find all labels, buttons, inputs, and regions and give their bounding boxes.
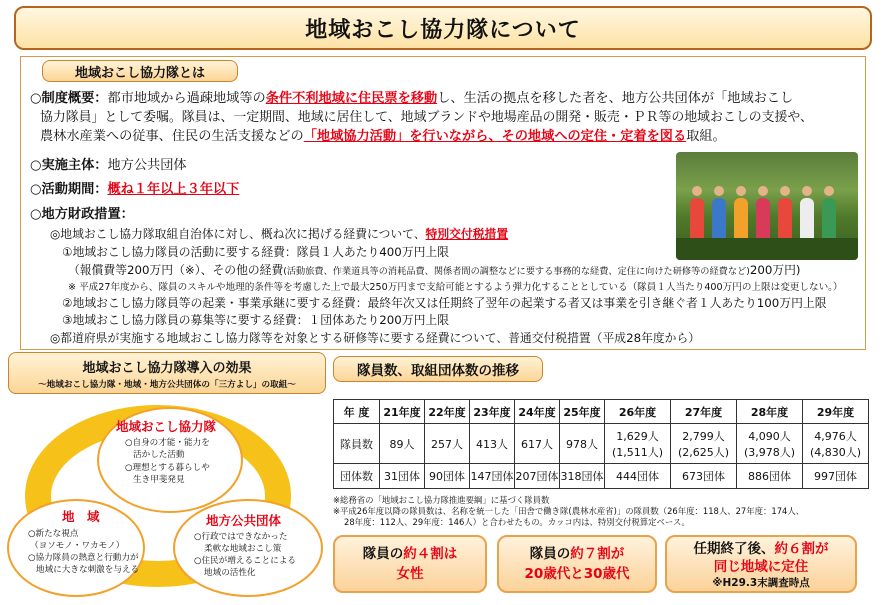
- table-header-cell: 25年度: [560, 400, 605, 424]
- table-header-cell: 27年度: [671, 400, 737, 424]
- table-cell: 997団体: [803, 464, 869, 489]
- finance-item-1-note2: ※ 平成27年度から、隊員のスキルや地理的条件等を考慮した上で最大250万円まで支給可能とするよう弾力化することとしている（隊員１人当たり400万円の上限は変更しない。）: [68, 282, 843, 293]
- trend-tag: 隊員数、取組団体数の推移: [333, 356, 543, 382]
- table-cell: 444団体: [605, 464, 671, 489]
- page-title: 地域おこし協力隊について: [305, 17, 581, 43]
- table-header-cell: 年 度: [334, 400, 380, 424]
- table-cell: 2,799人 (2,625人): [671, 424, 737, 464]
- trend-note-2: ※平成26年度以降の隊員数は、名称を統一した「田舎で働き隊(農林水産省)」の隊員数（26年度：118人、27年度：174人、: [333, 506, 805, 516]
- trend-note-3: 28年度：112人、29年度：146人）と合わせたもの。カッコ内は、特別交付税算定ベース。: [344, 517, 690, 527]
- page-title-bar: [14, 6, 872, 50]
- finance-item-1: ①地域おこし協力隊員の活動に要する経費：隊員１人あたり400万円上限: [62, 245, 450, 259]
- effect-item-region-4: 地域に大きな刺激を与える: [36, 565, 140, 575]
- table-cell: 978人: [560, 424, 605, 464]
- table-cell: 31団体: [380, 464, 425, 489]
- table-header-cell: 21年度: [380, 400, 425, 424]
- table-cell: 617人: [515, 424, 560, 464]
- table-header-cell: 23年度: [470, 400, 515, 424]
- effect-item-government-4: 地域の活性化: [204, 568, 256, 578]
- table-cell: 90団体: [425, 464, 470, 489]
- overview-line-1: ○制度概要：都市地域から過疎地域等の条件不利地域に住民票を移動し、生活の拠点を移した者を、地方公共団体が「地域おこし: [30, 91, 794, 106]
- table-cell: 207団体: [515, 464, 560, 489]
- table-cell: 89人: [380, 424, 425, 464]
- table-header-cell: 24年度: [515, 400, 560, 424]
- trend-note-1: ※総務省の「地域おこし協力隊推進要綱」に基づく隊員数: [333, 495, 550, 505]
- table-header-cell: 26年度: [605, 400, 671, 424]
- finance-prefecture: ◎都道府県が実施する地域おこし協力隊等を対象とする研修等に要する経費について、普通交付税措置（平成28年度から）: [50, 331, 701, 345]
- effect-item-volunteers-1: ○自身の才能・能力を: [125, 438, 210, 448]
- overview-line-3: 農林水産業への従事、住民の生活支援などの「地域協力活動」を行いながら、その地域への定住・定着を図る取組。: [40, 129, 726, 144]
- table-cell: 318団体: [560, 464, 605, 489]
- table-header-cell: 22年度: [425, 400, 470, 424]
- table-cell: 4,090人 (3,978人): [737, 424, 803, 464]
- finance-intro: ◎地域おこし協力隊取組自治体に対し、概ね次に掲げる経費について、特別交付税措置: [50, 227, 509, 241]
- period-line: ○活動期間：概ね１年以上３年以下: [30, 182, 240, 197]
- table-header-cell: 28年度: [737, 400, 803, 424]
- section-tag-about: 地域おこし協力隊とは: [42, 60, 238, 82]
- effect-title-volunteers: 地域おこし協力隊: [116, 419, 217, 434]
- effect-item-volunteers-3: ○理想とする暮らしや: [125, 463, 210, 473]
- effect-title-region: 地 域: [62, 509, 100, 524]
- finance-heading: ○地方財政措置：: [30, 207, 134, 222]
- table-header-cell: 29年度: [803, 400, 869, 424]
- finance-item-1-note: （報償費等200万円（※）、その他の経費(活動旅費、作業道具等の消耗品費、関係者間の調整などに要する事務的な経費、定住に向けた研修等の経費など)200万円): [68, 263, 801, 277]
- table-header-row: [334, 400, 869, 424]
- table-cell: 1,629人 (1,511人): [605, 424, 671, 464]
- trend-table: [333, 399, 869, 489]
- effects-tag: 地域おこし協力隊導入の効果 ～地域おこし協力隊・地域・地方公共団体の「三方よし」の取組～: [8, 352, 326, 394]
- table-row-label: 隊員数: [334, 424, 380, 464]
- effect-title-government: 地方公共団体: [206, 513, 282, 528]
- volunteers-photo: [676, 152, 858, 260]
- effect-item-volunteers-2: 活かした活動: [133, 450, 185, 460]
- table-row-label: 団体数: [334, 464, 380, 489]
- result-box-settlement: 任期終了後、約６割が 同じ地域に定住 ※H29.3末調査時点: [665, 535, 857, 593]
- effect-item-region-3: ○協力隊員の熱意と行動力が: [28, 553, 139, 563]
- table-cell: 4,976人 (4,830人): [803, 424, 869, 464]
- table-cell: 673団体: [671, 464, 737, 489]
- result-box-age: 隊員の約７割が 20歳代と30歳代: [497, 535, 657, 593]
- overview-line-2: 協力隊員」として委嘱。隊員は、一定期間、地域に居住して、地域ブランドや地場産品の開発・販売・ＰＲ等の地域おこしの支援や、: [40, 110, 813, 125]
- table-cell: 886団体: [737, 464, 803, 489]
- table-cell: 257人: [425, 424, 470, 464]
- finance-item-3: ③地域おこし協力隊員の募集等に要する経費：１団体あたり200万円上限: [62, 313, 450, 327]
- finance-item-2: ②地域おこし協力隊員等の起業・事業承継に要する経費：最終年次又は任期終了翌年の起業する者又は事業を引き継ぐ者１人あたり100万円上限: [62, 296, 827, 310]
- effect-item-government-1: ○行政ではできなかった: [194, 532, 288, 542]
- effect-item-government-2: 柔軟な地域おこし策: [204, 544, 282, 554]
- table-row-members: [334, 424, 869, 464]
- effect-item-region-1: ○新たな視点: [28, 529, 79, 539]
- table-cell: 147団体: [470, 464, 515, 489]
- operator-line: ○実施主体：地方公共団体: [30, 158, 187, 173]
- table-cell: 413人: [470, 424, 515, 464]
- table-row-groups: [334, 464, 869, 489]
- effect-item-region-2: （ヨソモノ・ワカモノ）: [30, 541, 125, 551]
- result-box-female: 隊員の約４割は 女性: [333, 535, 487, 593]
- effect-item-volunteers-4: 生き甲斐発見: [133, 475, 185, 485]
- effect-item-government-3: ○住民が増えることによる: [194, 556, 297, 566]
